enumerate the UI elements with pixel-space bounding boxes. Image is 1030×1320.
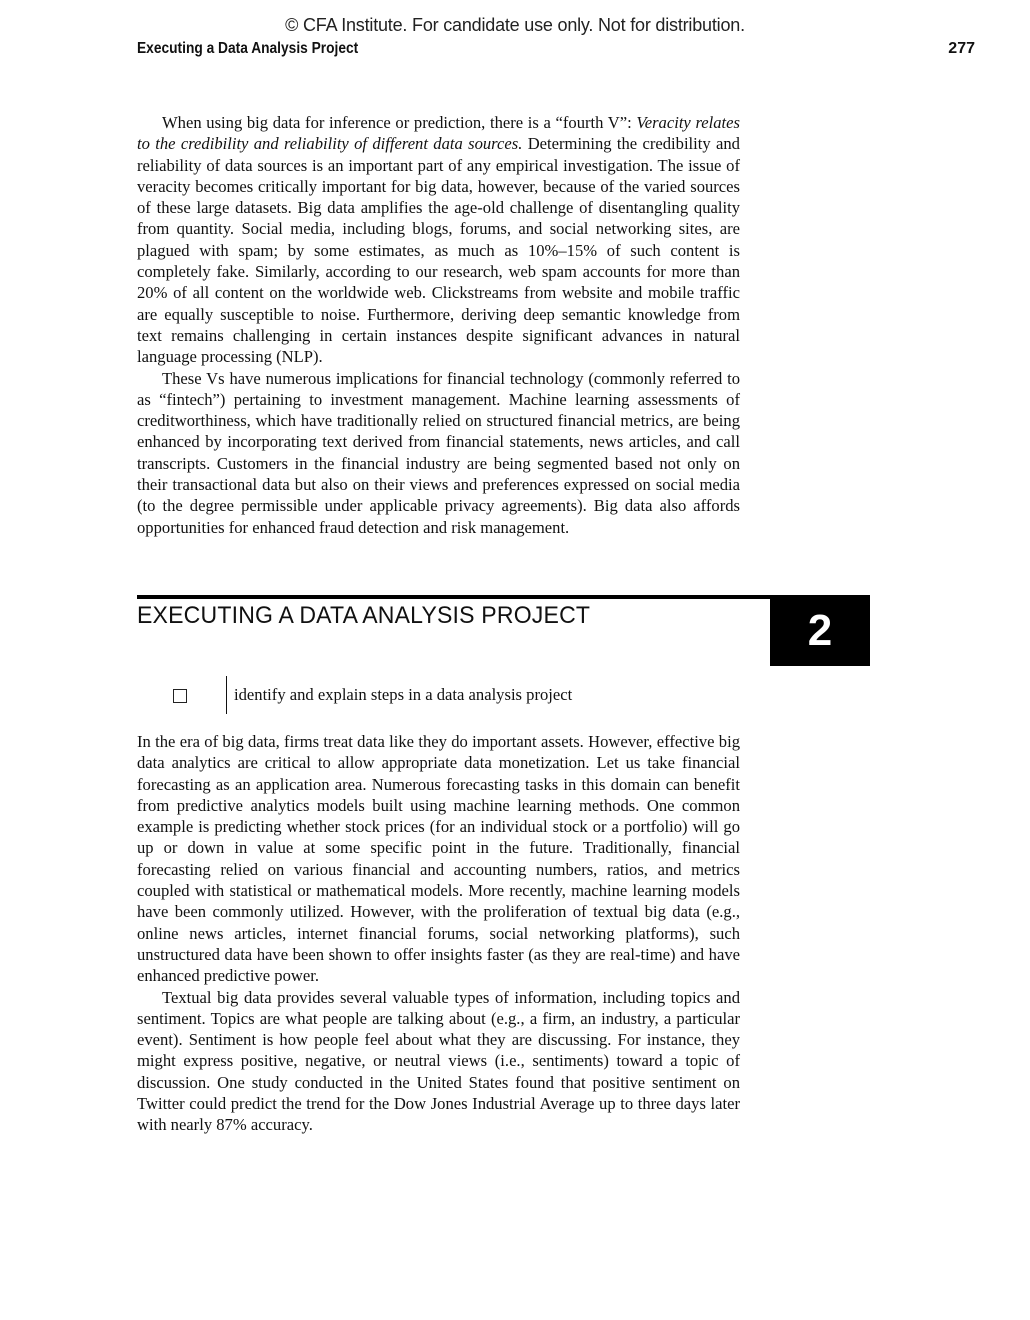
los-checkbox[interactable]: [173, 689, 187, 703]
section-title: EXECUTING A DATA ANALYSIS PROJECT: [137, 602, 591, 629]
textual-big-data-paragraph: Textual big data provides several valuable types of information, including topics and sentiment. Topics are what people are talking about (e.g., a firm, an industry, a particular event). Sentiment is how people feel about what they are discussing. For instance, they might express positive, negative, or neutral views (i.e., sentiments) toward a topic of discussion. One study conducted in the United States found that positive sentiment on Twitter could predict the trend for the Dow Jones Industrial Average up to three days later with nearly 87% accuracy.: [137, 987, 740, 1135]
veracity-paragraph-start: When using big data for inference or prediction, there is a “fourth V”:: [162, 113, 637, 132]
los-divider: [226, 676, 227, 714]
learning-outcome-statement: identify and explain steps in a data analysis project: [234, 685, 573, 704]
running-head-title: Executing a Data Analysis Project: [137, 40, 359, 57]
page-number: 277: [948, 40, 975, 57]
veracity-definition: Veracity relates to the credibility and reliability of different data sources.: [137, 113, 740, 154]
section-body: [137, 731, 740, 1136]
big-data-assets-paragraph: In the era of big data, firms treat data like they do important assets. However, effective big data analytics are critical to allow appropriate data monetization. Let us take financial forecasting as an application area. Numerous forecasting tasks in this domain can benefit from predictive analytics models built using machine learning methods. One common example is predicting whether stock prices (for an individual stock or a portfolio) will go up or down in value at some specific point in the future. Traditionally, financial forecasting relied on various financial and accounting numbers, ratios, and metrics coupled with statistical or mathematical models. More recently, machine learning models have been commonly utilized. However, with the proliferation of textual big data (e.g., online news articles, internet financial forums, social networking platforms), such unstructured data have been shown to offer insights faster (as they are real-time) and have enhanced predictive power.: [137, 732, 740, 986]
intro-section: [137, 112, 740, 538]
section-number-badge: 2: [770, 595, 870, 666]
fintech-paragraph: These Vs have numerous implications for financial technology (commonly referred to as “fintech”) pertaining to investment management. Machine learning assessments of creditworthiness, which have traditionally relied on structured financial metrics, are being enhanced by incorporating text derived from financial statements, news articles, and call transcripts. Customers in the financial industry are being segmented based not only on their transactional data but also on their views and preferences expressed on social media (to the degree permissible under applicable privacy agreements). Big data also affords opportunities for enhanced fraud detection and risk management.: [137, 368, 740, 537]
copyright-watermark: © CFA Institute. For candidate use only. Not for distribution.: [285, 15, 745, 35]
veracity-paragraph: [137, 112, 740, 368]
veracity-paragraph-rest: Determining the credibility and reliability of data sources is an important part of any empirical investigation. The issue of veracity becomes critically important for big data, however, because of the varied sources of these large datasets. Big data amplifies the age-old challenge of disentangling quality from quantity. Social media, including blogs, forums, and social networking sites, are plagued with spam; by some estimates, as much as 10%–15% of such content is completely fake. Similarly, according to our research, web spam accounts for more than 20% of all content on the worldwide web. Clickstreams from website and mobile traffic are equally susceptible to noise. Furthermore, deriving deep semantic knowledge from text remains challenging in certain instances despite significant advances in natural language processing (NLP).: [137, 134, 740, 367]
section-divider-rule: [137, 595, 770, 599]
